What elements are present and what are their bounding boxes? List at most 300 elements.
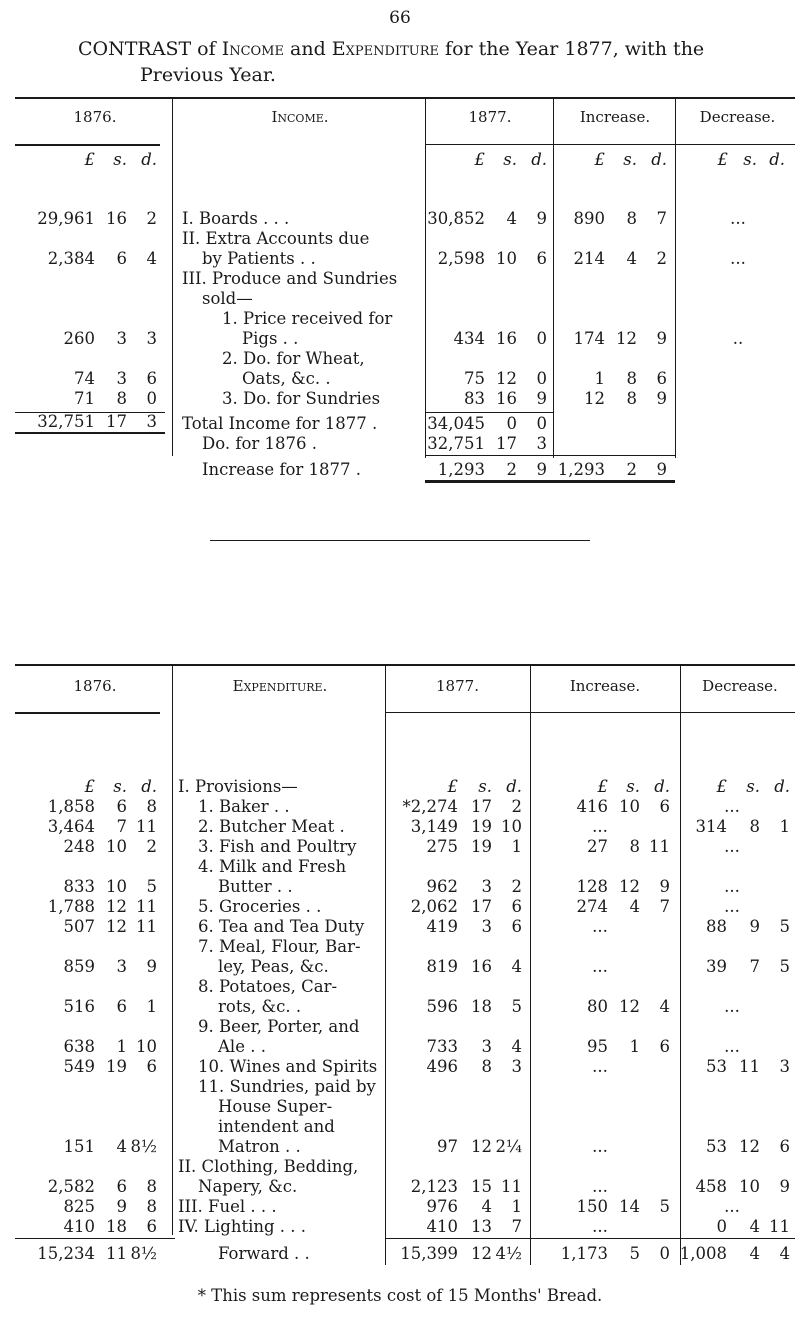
income-1877-pounds: 83 <box>464 389 485 408</box>
expenditure-decrease-nil: ... <box>724 997 740 1016</box>
income-1876-pounds: 260 <box>63 329 95 348</box>
expenditure-1876-pounds: 507 <box>63 917 95 936</box>
unit-shillings: s. <box>503 150 517 169</box>
expenditure-increase-nil: ... <box>592 1217 608 1236</box>
expenditure-1877-pence: 2 <box>511 877 522 896</box>
income-1877-shillings: 16 <box>496 329 517 348</box>
income-increase-shillings: 4 <box>626 249 637 268</box>
expenditure-1876-pence: 6 <box>146 1057 157 1076</box>
table-rule <box>425 480 553 483</box>
expenditure-1876-pence: 8 <box>146 1197 157 1216</box>
expenditure-1877-pounds: 496 <box>426 1057 458 1076</box>
expenditure-1876-pence: 11 <box>136 897 157 916</box>
expenditure-1877-pounds: 733 <box>426 1037 458 1056</box>
unit-pounds: £ <box>716 777 727 796</box>
income-1876-pence: 3 <box>146 329 157 348</box>
expenditure-1876-shillings: 10 <box>106 877 127 896</box>
expenditure-1876-pence: 6 <box>146 1217 157 1236</box>
title-part: Income <box>221 38 284 60</box>
expenditure-1877-shillings: 19 <box>471 817 492 836</box>
income-increase-shillings: 8 <box>626 389 637 408</box>
col-header-increase: Increase. <box>579 108 651 126</box>
footnote: * This sum represents cost of 15 Months' Bread. <box>197 1286 603 1305</box>
income-1876-shillings: 3 <box>116 369 127 388</box>
expenditure-1877-pounds: 2,123 <box>410 1177 458 1196</box>
forward-1876-pence: 8½ <box>130 1244 157 1263</box>
expenditure-decrease-nil: ... <box>724 837 740 856</box>
expenditure-1877-pence: 2¼ <box>495 1137 522 1156</box>
title-part: for the Year 1877, with the <box>439 38 705 60</box>
expenditure-1877-shillings: 17 <box>471 897 492 916</box>
expenditure-1876-pence: 8½ <box>130 1137 157 1156</box>
forward-decrease-shillings: 4 <box>749 1244 760 1263</box>
expenditure-increase-pence: 6 <box>659 1037 670 1056</box>
expenditure-decrease-pence: 1 <box>779 817 790 836</box>
income-1876-shillings: 6 <box>116 249 127 268</box>
table-rule <box>553 480 675 483</box>
expenditure-increase-shillings: 12 <box>619 997 640 1016</box>
expenditure-decrease-shillings: 8 <box>749 817 760 836</box>
expenditure-1876-shillings: 7 <box>116 817 127 836</box>
expenditure-1876-pounds: 549 <box>63 1057 95 1076</box>
expenditure-increase-pence: 11 <box>649 837 670 856</box>
expenditure-item-label: Matron . . <box>218 1137 301 1156</box>
income-1876-pounds: 71 <box>74 389 95 408</box>
unit-pounds: £ <box>717 150 728 169</box>
expenditure-decrease-shillings: 12 <box>739 1137 760 1156</box>
expenditure-1877-shillings: 12 <box>471 1137 492 1156</box>
col-header-1877: 1877. <box>468 108 512 126</box>
expenditure-1877-pence: 6 <box>511 917 522 936</box>
expenditure-increase-nil: ... <box>592 1177 608 1196</box>
expenditure-decrease-shillings: 10 <box>739 1177 760 1196</box>
page-subtitle: Previous Year. <box>140 64 276 86</box>
expenditure-1876-pence: 8 <box>146 1177 157 1196</box>
page-number: 66 <box>389 8 411 28</box>
unit-pence: d. <box>141 777 157 796</box>
expenditure-increase-pence: 6 <box>659 797 670 816</box>
table-rule <box>385 1238 795 1239</box>
income-1877-pence: 0 <box>536 369 547 388</box>
income-1877-pence: 9 <box>536 389 547 408</box>
expenditure-increase-pence: 4 <box>659 997 670 1016</box>
expenditure-1876-shillings: 12 <box>106 897 127 916</box>
income-1877-shillings: 4 <box>506 209 517 228</box>
expenditure-1877-pence: 11 <box>501 1177 522 1196</box>
forward-increase-pence: 0 <box>659 1244 670 1263</box>
unit-pounds: £ <box>597 777 608 796</box>
expenditure-increase-pounds: 274 <box>576 897 608 916</box>
expenditure-1876-pence: 10 <box>136 1037 157 1056</box>
unit-shillings: s. <box>113 777 127 796</box>
expenditure-1877-pence: 10 <box>501 817 522 836</box>
expenditure-1877-shillings: 3 <box>481 877 492 896</box>
expenditure-increase-pounds: 416 <box>576 797 608 816</box>
expenditure-1877-pounds: 3,149 <box>410 817 458 836</box>
income-increase-1877-shillings: 2 <box>506 460 517 479</box>
expenditure-decrease-shillings: 4 <box>749 1217 760 1236</box>
table-rule <box>15 664 795 666</box>
income-item-label: III. Produce and Sundries <box>182 269 398 288</box>
income-item-label: Pigs . . <box>242 329 299 348</box>
expenditure-decrease-nil: ... <box>724 897 740 916</box>
unit-pence: d. <box>774 777 790 796</box>
expenditure-item-label: I. Provisions— <box>178 777 298 796</box>
expenditure-decrease-pence: 11 <box>769 1217 790 1236</box>
expenditure-1877-shillings: 3 <box>481 1037 492 1056</box>
income-item-label: 2. Do. for Wheat, <box>222 349 365 368</box>
expenditure-1876-pence: 11 <box>136 817 157 836</box>
forward-increase-shillings: 5 <box>629 1244 640 1263</box>
table-rule <box>385 712 795 713</box>
income-1877-pounds: 75 <box>464 369 485 388</box>
income-increase-pence: 9 <box>656 389 667 408</box>
expenditure-1876-pence: 1 <box>146 997 157 1016</box>
expenditure-1876-pence: 5 <box>146 877 157 896</box>
expenditure-1876-pence: 8 <box>146 797 157 816</box>
income-increase-total-shillings: 2 <box>626 460 637 479</box>
unit-shillings: s. <box>478 777 492 796</box>
expenditure-decrease-pounds: 53 <box>706 1137 727 1156</box>
income-item-label: I. Boards . . . <box>182 209 290 228</box>
forward-1877-pounds: 15,399 <box>400 1244 458 1263</box>
expenditure-1876-shillings: 4 <box>116 1137 127 1156</box>
expenditure-1876-pounds: 410 <box>63 1217 95 1236</box>
column-rule <box>172 98 173 456</box>
unit-pence: d. <box>654 777 670 796</box>
title-part: CONTRAST of <box>78 38 222 60</box>
expenditure-1877-pence: 1 <box>511 837 522 856</box>
expenditure-item-label: III. Fuel . . . <box>178 1197 277 1216</box>
expenditure-decrease-pounds: 314 <box>695 817 727 836</box>
expenditure-1877-pounds: 419 <box>426 917 458 936</box>
expenditure-item-label: rots, &c. . <box>218 997 302 1016</box>
forward-1877-shillings: 12 <box>471 1244 492 1263</box>
income-increase-pence: 7 <box>656 209 667 228</box>
expenditure-decrease-pence: 5 <box>779 917 790 936</box>
income-1876-shillings: 8 <box>116 389 127 408</box>
income-increase-pence: 9 <box>656 329 667 348</box>
expenditure-decrease-pence: 5 <box>779 957 790 976</box>
col-header-decrease: Decrease. <box>699 108 776 126</box>
income-do-1876-shillings: 17 <box>496 434 517 453</box>
expenditure-1876-pounds: 3,464 <box>47 817 95 836</box>
expenditure-decrease-shillings: 11 <box>739 1057 760 1076</box>
expenditure-1877-shillings: 19 <box>471 837 492 856</box>
expenditure-1877-pence: 3 <box>511 1057 522 1076</box>
income-1877-pence: 9 <box>536 209 547 228</box>
expenditure-1876-pounds: 638 <box>63 1037 95 1056</box>
expenditure-increase-pence: 7 <box>659 897 670 916</box>
expenditure-decrease-pounds: 458 <box>695 1177 727 1196</box>
expenditure-item-label: 3. Fish and Poultry <box>198 837 357 856</box>
expenditure-increase-nil: ... <box>592 817 608 836</box>
expenditure-item-label: 7. Meal, Flour, Bar- <box>198 937 361 956</box>
expenditure-increase-pounds: 128 <box>576 877 608 896</box>
expenditure-item-label: ley, Peas, &c. <box>218 957 329 976</box>
income-1877-pounds: 30,852 <box>427 209 485 228</box>
expenditure-1876-pounds: 1,858 <box>47 797 95 816</box>
expenditure-increase-pounds: 27 <box>587 837 608 856</box>
title-part: and <box>283 38 332 60</box>
expenditure-increase-shillings: 14 <box>619 1197 640 1216</box>
income-1876-pence: 6 <box>146 369 157 388</box>
income-increase-shillings: 12 <box>616 329 637 348</box>
expenditure-1877-pounds: 410 <box>426 1217 458 1236</box>
income-1876-shillings: 16 <box>106 209 127 228</box>
expenditure-increase-shillings: 12 <box>619 877 640 896</box>
income-total-label: Total Income for 1877 . <box>182 414 378 433</box>
expenditure-item-label: 4. Milk and Fresh <box>198 857 347 876</box>
unit-pounds: £ <box>84 777 95 796</box>
income-increase-pence: 6 <box>656 369 667 388</box>
income-increase-pounds: 890 <box>573 209 605 228</box>
expenditure-1877-pounds: 275 <box>426 837 458 856</box>
expenditure-increase-pence: 9 <box>659 877 670 896</box>
expenditure-1877-pence: 5 <box>511 997 522 1016</box>
expenditure-1877-pounds: 976 <box>426 1197 458 1216</box>
table-rule <box>425 144 795 145</box>
expenditure-1877-shillings: 3 <box>481 917 492 936</box>
income-total-1877-shillings: 0 <box>506 414 517 433</box>
col-header-1876: 1876. <box>73 677 117 695</box>
income-item-label: sold— <box>202 289 253 308</box>
forward-1876-shillings: 11 <box>106 1244 127 1263</box>
expenditure-item-label: 6. Tea and Tea Duty <box>198 917 365 936</box>
expenditure-1876-pounds: 833 <box>63 877 95 896</box>
expenditure-increase-shillings: 4 <box>629 897 640 916</box>
expenditure-1876-pence: 9 <box>146 957 157 976</box>
expenditure-1876-pounds: 2,582 <box>47 1177 95 1196</box>
unit-pounds: £ <box>84 150 95 169</box>
table-rule <box>15 97 795 99</box>
expenditure-1876-shillings: 19 <box>106 1057 127 1076</box>
expenditure-1877-pounds: *2,274 <box>402 797 458 816</box>
expenditure-1876-shillings: 9 <box>116 1197 127 1216</box>
expenditure-item-label: 11. Sundries, paid by <box>198 1077 376 1096</box>
expenditure-decrease-nil: ... <box>724 1037 740 1056</box>
income-1877-shillings: 10 <box>496 249 517 268</box>
expenditure-decrease-pounds: 88 <box>706 917 727 936</box>
income-increase-pounds: 1 <box>594 369 605 388</box>
expenditure-1877-pence: 6 <box>511 897 522 916</box>
income-increase-total-pence: 9 <box>656 460 667 479</box>
income-do-1876-pounds: 32,751 <box>427 434 485 453</box>
expenditure-1877-shillings: 15 <box>471 1177 492 1196</box>
income-1877-shillings: 12 <box>496 369 517 388</box>
expenditure-1876-pence: 11 <box>136 917 157 936</box>
income-increase-total-pounds: 1,293 <box>557 460 605 479</box>
expenditure-increase-nil: ... <box>592 1057 608 1076</box>
expenditure-item-label: 8. Potatoes, Car- <box>198 977 338 996</box>
expenditure-increase-nil: ... <box>592 957 608 976</box>
expenditure-1876-shillings: 3 <box>116 957 127 976</box>
expenditure-1877-pounds: 596 <box>426 997 458 1016</box>
income-do-1876-pence: 3 <box>536 434 547 453</box>
income-1876-pence: 0 <box>146 389 157 408</box>
income-1876-pence: 4 <box>146 249 157 268</box>
expenditure-increase-nil: ... <box>592 1137 608 1156</box>
expenditure-1876-pounds: 825 <box>63 1197 95 1216</box>
unit-pounds: £ <box>474 150 485 169</box>
col-header-1877: 1877. <box>436 677 479 695</box>
expenditure-1877-shillings: 8 <box>481 1057 492 1076</box>
col-header-1876: 1876. <box>73 108 117 126</box>
expenditure-1876-shillings: 6 <box>116 797 127 816</box>
income-1877-pounds: 434 <box>453 329 485 348</box>
income-total-1876-pence: 3 <box>146 412 157 431</box>
income-total-1877-pounds: 34,045 <box>427 414 485 433</box>
expenditure-1877-pence: 7 <box>511 1217 522 1236</box>
income-decrease-nil: .. <box>732 329 744 348</box>
forward-1877-pence: 4½ <box>495 1244 522 1263</box>
expenditure-item-label: Ale . . <box>218 1037 266 1056</box>
income-increase-shillings: 8 <box>626 369 637 388</box>
expenditure-1877-shillings: 17 <box>471 797 492 816</box>
income-increase-pounds: 12 <box>584 389 605 408</box>
expenditure-1876-pounds: 859 <box>63 957 95 976</box>
col-header-decrease: Decrease. <box>702 677 778 695</box>
title-part: Expenditure <box>331 38 439 60</box>
income-1877-pence: 0 <box>536 329 547 348</box>
unit-pence: d. <box>651 150 667 169</box>
expenditure-1876-shillings: 10 <box>106 837 127 856</box>
page-title <box>78 38 778 60</box>
table-rule <box>553 455 675 456</box>
expenditure-1876-shillings: 12 <box>106 917 127 936</box>
income-increase-pounds: 214 <box>573 249 605 268</box>
forward-decrease-pounds: 1,008 <box>679 1244 727 1263</box>
expenditure-1877-shillings: 4 <box>481 1197 492 1216</box>
unit-pence: d. <box>141 150 157 169</box>
expenditure-1876-pounds: 516 <box>63 997 95 1016</box>
unit-shillings: s. <box>623 150 637 169</box>
expenditure-increase-shillings: 10 <box>619 797 640 816</box>
unit-pounds: £ <box>447 777 458 796</box>
income-1876-pounds: 29,961 <box>37 209 95 228</box>
forward-label: Forward . . <box>218 1244 310 1263</box>
expenditure-item-label: II. Clothing, Bedding, <box>178 1157 359 1176</box>
income-1877-pence: 6 <box>536 249 547 268</box>
table-rule <box>15 144 160 146</box>
expenditure-1877-pounds: 962 <box>426 877 458 896</box>
income-item-label: II. Extra Accounts due <box>182 229 370 248</box>
expenditure-item-label: 1. Baker . . <box>198 797 290 816</box>
income-increase-pence: 2 <box>656 249 667 268</box>
table-rule <box>425 412 553 413</box>
table-rule <box>15 712 160 714</box>
expenditure-item-label: Butter . . <box>218 877 293 896</box>
unit-pounds: £ <box>594 150 605 169</box>
expenditure-item-label: 10. Wines and Spirits <box>198 1057 378 1076</box>
income-1876-pounds: 74 <box>74 369 95 388</box>
expenditure-1877-pounds: 819 <box>426 957 458 976</box>
income-1877-shillings: 16 <box>496 389 517 408</box>
unit-shillings: s. <box>746 777 760 796</box>
expenditure-item-label: House Super- <box>218 1097 333 1116</box>
expenditure-increase-shillings: 1 <box>629 1037 640 1056</box>
expenditure-1877-pence: 4 <box>511 957 522 976</box>
expenditure-increase-shillings: 8 <box>629 837 640 856</box>
column-rule <box>172 665 173 1235</box>
income-1876-pence: 2 <box>146 209 157 228</box>
expenditure-decrease-nil: ... <box>724 877 740 896</box>
expenditure-1876-shillings: 1 <box>116 1037 127 1056</box>
table-rule <box>15 432 165 434</box>
expenditure-decrease-pence: 3 <box>779 1057 790 1076</box>
expenditure-1877-pence: 2 <box>511 797 522 816</box>
expenditure-item-label: Napery, &c. <box>198 1177 298 1196</box>
income-total-1876-pounds: 32,751 <box>37 412 95 431</box>
expenditure-1877-shillings: 16 <box>471 957 492 976</box>
expenditure-decrease-pounds: 39 <box>706 957 727 976</box>
income-do-1876-label: Do. for 1876 . <box>202 434 318 453</box>
income-increase-shillings: 8 <box>626 209 637 228</box>
unit-pence: d. <box>769 150 785 169</box>
expenditure-item-label: intendent and <box>218 1117 335 1136</box>
unit-shillings: s. <box>626 777 640 796</box>
income-1877-pounds: 2,598 <box>437 249 485 268</box>
col-header-income: Income. <box>271 108 329 126</box>
forward-increase-pounds: 1,173 <box>560 1244 608 1263</box>
income-decrease-nil: ... <box>730 249 746 268</box>
expenditure-item-label: 2. Butcher Meat . <box>198 817 345 836</box>
expenditure-1876-shillings: 18 <box>106 1217 127 1236</box>
forward-decrease-pence: 4 <box>779 1244 790 1263</box>
col-header-expenditure: Expenditure. <box>232 677 328 695</box>
column-rule <box>530 665 531 1265</box>
expenditure-1877-pounds: 2,062 <box>410 897 458 916</box>
expenditure-1876-shillings: 6 <box>116 1177 127 1196</box>
expenditure-1876-pounds: 151 <box>63 1137 95 1156</box>
expenditure-item-label: IV. Lighting . . . <box>178 1217 307 1236</box>
income-total-1876-shillings: 17 <box>106 412 127 431</box>
income-1876-shillings: 3 <box>116 329 127 348</box>
income-increase-pounds: 174 <box>573 329 605 348</box>
income-item-label: by Patients . . <box>202 249 316 268</box>
expenditure-1876-pounds: 248 <box>63 837 95 856</box>
income-increase-label: Increase for 1877 . <box>202 460 362 479</box>
expenditure-increase-pounds: 80 <box>587 997 608 1016</box>
expenditure-1876-shillings: 6 <box>116 997 127 1016</box>
expenditure-decrease-pence: 6 <box>779 1137 790 1156</box>
income-total-1877-pence: 0 <box>536 414 547 433</box>
expenditure-decrease-pence: 9 <box>779 1177 790 1196</box>
expenditure-decrease-nil: ... <box>724 797 740 816</box>
unit-pence: d. <box>506 777 522 796</box>
expenditure-1877-pence: 4 <box>511 1037 522 1056</box>
expenditure-1877-shillings: 13 <box>471 1217 492 1236</box>
expenditure-1877-pence: 1 <box>511 1197 522 1216</box>
unit-shillings: s. <box>743 150 757 169</box>
expenditure-decrease-nil: ... <box>724 1197 740 1216</box>
forward-1876-pounds: 15,234 <box>37 1244 95 1263</box>
expenditure-decrease-shillings: 9 <box>749 917 760 936</box>
income-decrease-nil: ... <box>730 209 746 228</box>
unit-pence: d. <box>531 150 547 169</box>
expenditure-decrease-shillings: 7 <box>749 957 760 976</box>
expenditure-item-label: 9. Beer, Porter, and <box>198 1017 360 1036</box>
expenditure-increase-pence: 5 <box>659 1197 670 1216</box>
expenditure-1877-pounds: 97 <box>437 1137 458 1156</box>
income-item-label: Oats, &c. . <box>242 369 331 388</box>
separator-rule <box>210 540 590 541</box>
income-item-label: 3. Do. for Sundries <box>222 389 381 408</box>
expenditure-1877-shillings: 18 <box>471 997 492 1016</box>
table-rule <box>425 455 553 456</box>
income-increase-1877-pounds: 1,293 <box>437 460 485 479</box>
expenditure-decrease-pounds: 53 <box>706 1057 727 1076</box>
